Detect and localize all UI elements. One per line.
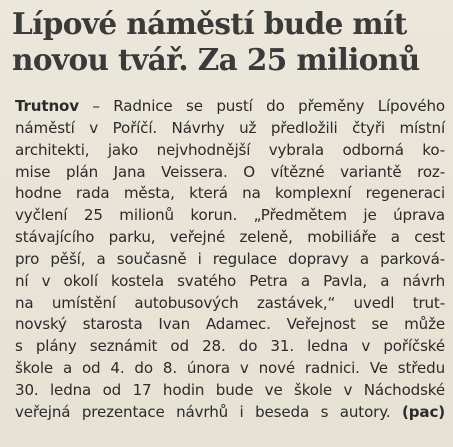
article-line (15, 96, 445, 118)
article-line: škole a od 4. do 8. února v nové radnici. Ve středu (15, 359, 445, 378)
article-headline (12, 6, 446, 78)
article-line: na umístění autobusových zastávek,“ uvedl trut- (15, 293, 445, 312)
article-line: s plány seznámit od 28. do 31. ledna v poříčské (15, 337, 445, 356)
article-line: architekti, jako nejvhodnější vybrala odborná ko- (15, 140, 445, 159)
article-line: mise plán Jana Veissera. O vítězné variantě roz- (15, 162, 445, 181)
dateline: Trutnov (15, 97, 79, 115)
article-line: 30. ledna od 17 hodin bude ve škole v Náchodské (15, 380, 445, 399)
article-body (15, 96, 445, 424)
article-line: náměstí v Poříčí. Návrhy už předložili čtyři místní (15, 118, 445, 137)
article-line: ní v okolí kostela svatého Petra a Pavla, a návrh (15, 271, 445, 290)
article-line: novský starosta Ivan Adamec. Veřejnost se může (15, 315, 445, 334)
article-line: pro pěší, a současně i regulace dopravy a parková- (15, 249, 445, 268)
article-line: vyčlení 25 milionů korun. „Předmětem je úprava (15, 206, 445, 225)
author-signature: (pac) (402, 402, 445, 421)
last-line-text: veřejná prezentace návrhů i beseda s autory. (15, 402, 391, 421)
headline-line-1: Lípové náměstí bude mít (12, 6, 407, 41)
first-line-text: – Radnice se pustí do přeměny Lípového (78, 97, 445, 115)
article-line: hodne rada města, která na komplexní regeneraci (15, 184, 445, 203)
article-line (15, 402, 445, 424)
article-line: stávajícího parku, veřejné zeleně, mobiliáře a cest (15, 228, 445, 247)
headline-line-2: novou tvář. Za 25 milionů (12, 42, 420, 77)
